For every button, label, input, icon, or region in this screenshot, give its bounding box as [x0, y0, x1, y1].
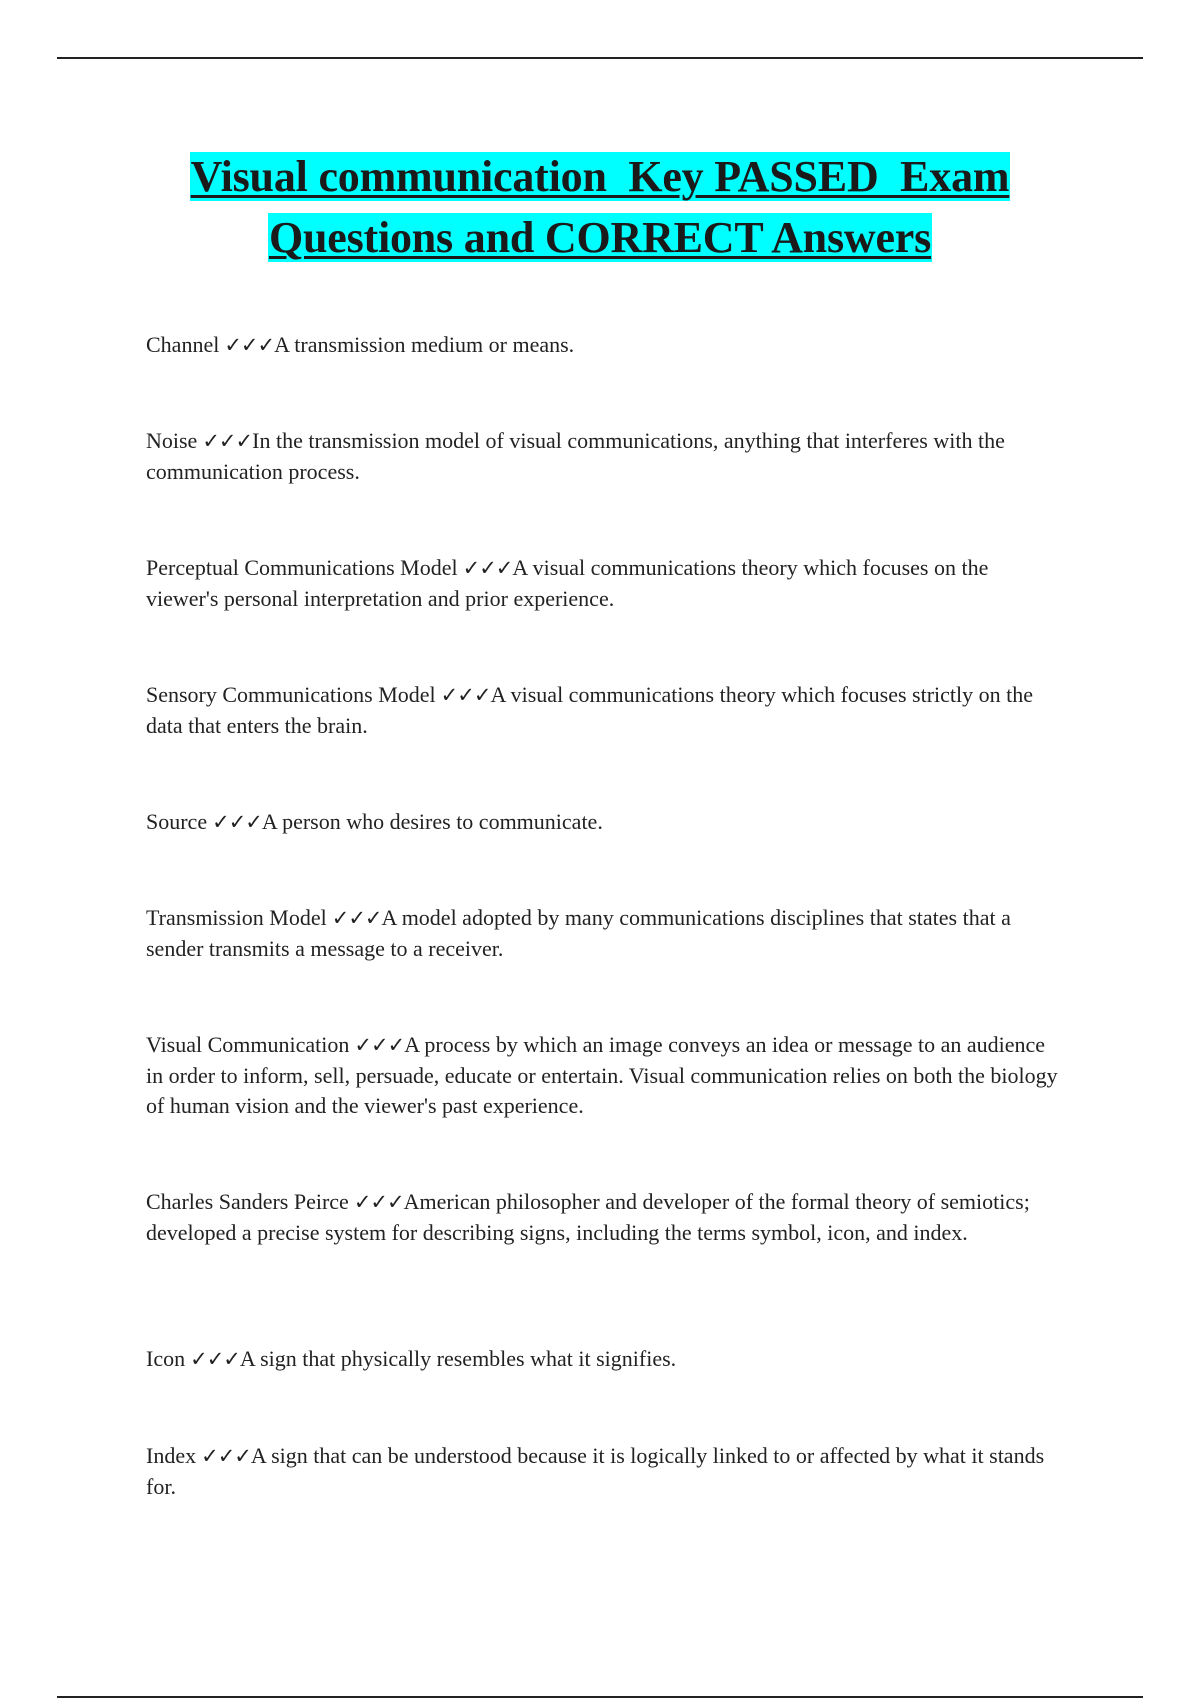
entry-term: Charles Sanders Peirce	[146, 1189, 349, 1214]
qa-entry-visual-communication	[146, 1030, 1062, 1122]
qa-entry-transmission-model	[146, 903, 1062, 964]
qa-entry-sensory-model	[146, 680, 1062, 741]
check-marks-icon: ✓✓✓	[331, 906, 382, 930]
footer-rule	[57, 1696, 1143, 1698]
entry-definition: A visual communications theory which focuses strictly on the data that enters the brain.	[146, 682, 1034, 738]
entry-term: Channel	[146, 332, 220, 357]
entry-term: Visual Communication	[146, 1032, 350, 1057]
qa-entry-source	[146, 807, 1062, 838]
entry-term: Transmission Model	[146, 905, 327, 930]
entry-definition: In the transmission model of visual communications, anything that interferes with the communication process.	[146, 428, 1005, 484]
entry-term: Perceptual Communications Model	[146, 555, 458, 580]
entry-term: Source	[146, 809, 208, 834]
check-marks-icon: ✓✓✓	[440, 683, 491, 707]
entry-definition: American philosopher and developer of the formal theory of semiotics; developed a precise system for describing signs, including the terms symbol, icon, and index.	[146, 1189, 1030, 1245]
check-marks-icon: ✓✓✓	[212, 810, 262, 834]
entry-definition: A model adopted by many communications disciplines that states that a sender transmits a message to a receiver.	[146, 905, 1011, 961]
entry-definition: A sign that physically resembles what it signifies.	[239, 1346, 677, 1371]
entry-definition: A person who desires to communicate.	[261, 809, 603, 834]
entry-term: Icon	[146, 1346, 186, 1371]
check-marks-icon: ✓✓✓	[190, 1347, 240, 1371]
check-marks-icon: ✓✓✓	[201, 1444, 251, 1468]
qa-entry-channel	[146, 330, 1062, 361]
check-marks-icon: ✓✓✓	[353, 1190, 404, 1214]
entry-definition: A process by which an image conveys an idea or message to an audience in order to inform, sell, persuade, educate or entertain. Visual communication relies on both the biology of human vision and the viewer's past experience.	[146, 1032, 1058, 1118]
qa-entry-noise	[146, 426, 1062, 487]
entry-definition: A sign that can be understood because it is logically linked to or affected by what it stands for.	[146, 1443, 1045, 1499]
title-line-2: Questions and CORRECT Answers	[268, 213, 932, 262]
header-rule	[57, 57, 1143, 59]
title-line-1: Visual communication Key PASSED Exam	[190, 152, 1010, 201]
check-marks-icon: ✓✓✓	[354, 1033, 405, 1057]
entry-term: Noise	[146, 428, 198, 453]
check-marks-icon: ✓✓✓	[462, 556, 513, 580]
qa-entry-icon	[146, 1344, 1062, 1375]
qa-entry-index	[146, 1441, 1062, 1502]
check-marks-icon: ✓✓✓	[202, 429, 253, 453]
entry-definition: A transmission medium or means.	[274, 332, 575, 357]
qa-entry-peirce	[146, 1187, 1062, 1248]
entry-term: Index	[146, 1443, 197, 1468]
qa-entry-perceptual-model	[146, 553, 1062, 614]
document-title	[130, 146, 1070, 268]
check-marks-icon: ✓✓✓	[224, 333, 275, 357]
entry-definition: A visual communications theory which focuses on the viewer's personal interpretation and prior experience.	[146, 555, 989, 611]
entry-term: Sensory Communications Model	[146, 682, 436, 707]
